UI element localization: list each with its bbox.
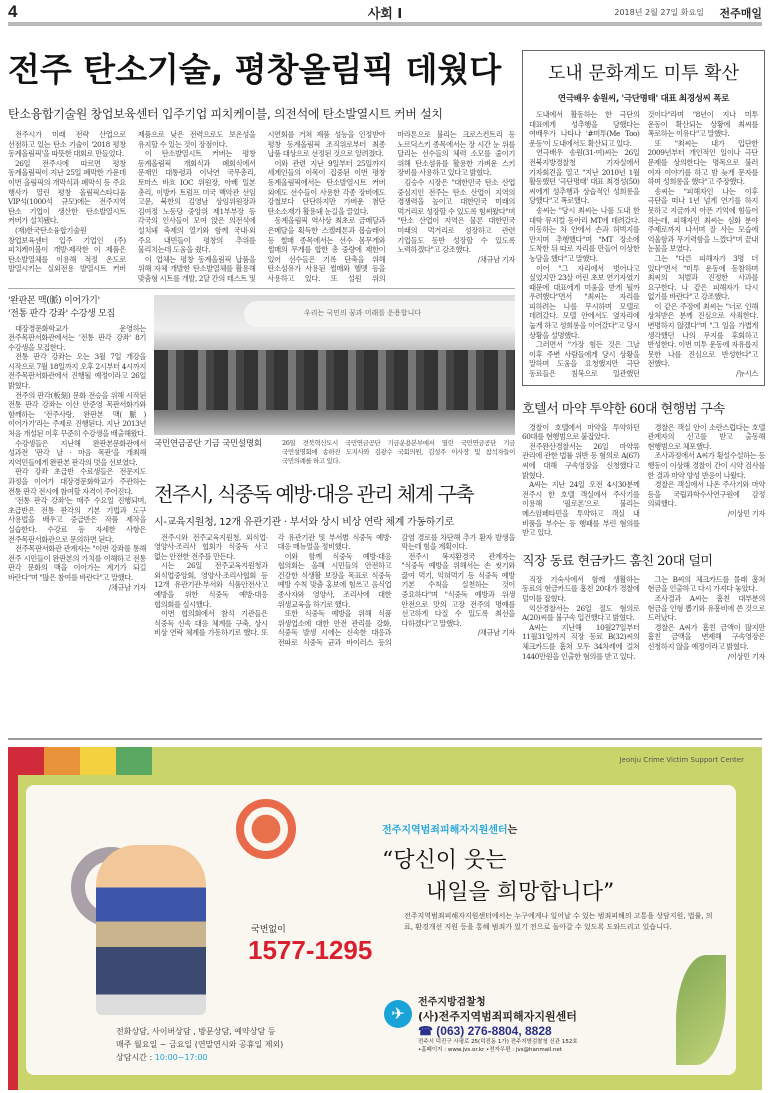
slogan-line-2: 내일을 희망합니다” <box>426 880 615 905</box>
issue-date: 2018년 2월 27일 화요일 <box>614 8 704 17</box>
children-illustration <box>96 845 206 1015</box>
paragraph: 이 같은 주장에 최씨는 "너로 인해 상처받은 분께 진심으로 사죄한다. 변명하지 않겠다"며 "그 일을 가볍게 생각했던 나의 무지를 후회하고 반성한다. 이번 미투 운동에 자유롭지 못한 나를 진심으로 반성한다"고 전했다. <box>647 301 758 369</box>
org-suffix: 는 <box>507 825 518 836</box>
page-header <box>8 0 762 22</box>
printing-body <box>8 324 146 593</box>
paragraph: 대장경문화학교가 운영하는 전주목판서화관에서는 '전통 판각 강좌' 8기 수강생을 모집한다. <box>8 323 146 352</box>
paragraph: 이 업체는 평창 동계올림픽 납품을 위해 자체 개발한 탄소발열체를 활용해 맞춤형 시트를 개발, 2달 간의 테스트 및 시연회를 거쳐 제품 성능을 인정받아 평창 동계올림픽 조직위로부터 최종 납품 대상으로 선정된 것으로 알려졌다. <box>137 130 386 283</box>
paragraph: '전통 판각 강좌'는 매주 수요일 진행되며, 초급반은 전통 판각의 기본 기법과 도구 사용법을 배우고 중급반은 작품 제작을 실습한다. 수강료 등 자세한 사항은 전주목판서화관으로 문의하면 된다. <box>8 496 146 544</box>
org-highlight: 전주지역범죄피해자지원센터 <box>382 825 508 836</box>
paragraph: 이어 "그 자리에서 벗어나고 싶었지만 23살 어린 초보 연기자였기 때문에 대표에게 미움을 받게 될까 우려했다"면서 "최씨는 자리를 피하려는 나를 무시하며 모텔로 데려갔다. 모텔 안에서도 옆자리에 눕게 하고 성희롱을 이어갔다"고 당시 상황을 설명했다. <box>529 263 640 340</box>
paragraph: 김승수 시장은 "대한민국 탄소 산업 중심지인 전주는 탄소 산업이 지역의 경쟁력을 높이고 대한민국 미래의 먹거리로 성장할 수 있도록 힘써왔다"며 "탄소 산업이 지역은 물론 대한민국 미래의 먹거리로 성장하고 관련 기업들도 동반 성장할 수 있도록 노력하겠다"고 강조했다. <box>397 177 515 255</box>
paragraph: (재)한국탄소융합기술원 창업보육센터 입주 기업인 (주)피치케이블이 개발·제작한 이 제품은 탄소발열체를 이용해 적정 온도로 발열시키는 실외전용 발열시트 커버 제품으로 낮은 전력으로도 보온성을 유지할 수 있는 것이 장점이다. <box>8 130 256 274</box>
sponsor-1: 전주지방검찰청 <box>418 997 486 1008</box>
paragraph: 경찰이 호텔에서 마약을 투약하던 60대를 현행범으로 붙잡았다. <box>522 422 640 442</box>
section-name: 사회 I <box>367 7 403 22</box>
paragraph: 전주시 복지환경국 관계자는 "식중독 예방을 위해서는 손 씻기와 끓여 먹기, 익혀먹기 등 식중독 예방 기본 수칙을 실천하는 것이 중요하다"며 "식중독 예방과 위생 안전으로 맛의 고장 전주의 명예를 선고하게 다질 수 있도록 최선을 다하겠다"고 말했다. <box>401 551 515 628</box>
crime-victim-ad <box>8 747 762 1090</box>
paragraph: 이와 관련 지난 9일부터 25일까지 세계인들의 이목이 집중된 이번 평창 동계올림픽에서는 탄소발열시트 커버 외에도 선수들이 사용한 각종 장비에도 강철보다 단단하지만 가벼운 첨단 탄소소재가 활용돼 눈길을 끌었다. <box>267 158 386 216</box>
sun-circle-icon <box>236 799 296 859</box>
header-rule <box>8 22 762 26</box>
photo-title: 국민연금공단 기금 국민설명회 <box>154 438 262 449</box>
paragraph: 전주완산경찰서는 26일 마약류 관리에 관한 법률 위반 등 혐의로 A(67)씨에 대해 구속영장을 신청했다고 밝혔다. <box>522 441 640 480</box>
paragraph: 26일 전주시에 따르면 평창 동계올림픽이 지난 25일 폐막한 가운데 이번 올림픽의 개막식과 폐막식 등 주요 행사가 열린 평창 올림픽스타디움 VIP석(1000석 규모)에는 전주지역 탄소 기업이 생산한 탄소발열시트 커버가 설치됐다. <box>8 158 126 226</box>
byline: /채규남 기자 <box>477 628 515 638</box>
metoo-headline: 도내 문화계도 미투 확산 <box>547 63 740 84</box>
sponsor-block <box>418 993 578 1054</box>
paragraph: 그러면서 "가장 힘든 것은 그날 이후 주변 사람들에게 당시 상황을 말하며 도움을 요청했지만 극단 동료들은 침묵으로 일관했던 것이다"라며 "8년이 지나 미투 운동이 확산되는 상황에 최씨를 폭로하는 이유다"고 말했다. <box>529 110 758 379</box>
printing-article <box>8 295 146 648</box>
services: 전화상담, 사이버상담 , 방문상담, 예약상담 등 <box>116 1027 276 1036</box>
paragraph: 도내에서 활동하는 한 극단의 대표에게 성추행을 당했다는 여배우가 나타나 '#미투(Me Too) 운동'이 도내에서도 확산되고 있다. <box>529 110 640 148</box>
slogan-line-1: “당신이 웃는 <box>382 848 507 873</box>
paragraph: 전통 판각 강좌는 오는 3월 7일 개강을 시작으로 7월 18일까지 오후 2시부터 4시까지 전주목판서화관에서 진행될 예정이라고 26일 밝혔다. <box>8 352 146 391</box>
paragraph: A씨는 지난해 10월27일부터 11월31일까지 직장 동료 B(32)씨의 체크카드를 훔쳐 모두 34차례에 걸쳐 1440만원을 인출한 혐의를 받고 있다. <box>522 622 640 661</box>
ad-description: 전주지역범죄피해자지원센터에서는 누구에게나 일어날 수 있는 범죄피해의 고통을 상담지원, 법률, 의료, 환경개선 지원 등을 통해 범죄가 있기 전으로 돌아갈 수 있도록 도와드리고 있습니다. <box>404 912 713 931</box>
hours-label: 상담시간 : <box>116 1053 155 1062</box>
main-left-area <box>8 44 515 648</box>
printing-headline-2: '전통 판각 강좌' 수강생 모집 <box>8 308 115 319</box>
paragraph: 전주의 판각(板刻) 문화 전승을 위해 시작된 전통 판각 강좌는 이산 안준영 목판서화가와 함께하는 '전주사랑, 완판본 맥(脈) 이어가기'라는 주제로 진행된다. 지난 2013년 처음 개설된 이후 꾸준히 수강생을 배출해왔다. <box>8 390 146 439</box>
paragraph: 전주목판서화관 관계자는 "이번 강좌를 통해 전주 시민들이 완판본의 가치를 이해하고 전통 판각 문화의 맥을 이어가는 계기가 되길 바란다"며 "많은 참여를 바란다"고 말했다. <box>8 544 146 582</box>
theft-body <box>522 575 765 661</box>
paragraph: 송씨는 "피해자인 나는 이후 극단을 떠나 1년 넘게 연기를 하지 못하고 지금까지 아픈 기억에 힘들어 하는데, 피해자인 최씨는 심화 분야 주제로까지 나서며 잘 사는 모습에 억울함과 무기력함을 느꼈다"며 끝내 눈물을 보였다. <box>647 186 758 254</box>
metoo-body <box>529 110 758 379</box>
paragraph: 조사결과 A씨는 훔친 대부분의 현금을 인형 뽑기와 유흥비에 쓴 것으로 드러났다. <box>647 593 765 623</box>
paragraph: 경찰은 객실 안이 소란스럽다는 호텔 관계자의 신고를 받고 출동해 현행범으로 체포했다. <box>647 422 765 451</box>
theft-headline: 직장 동료 현금카드 훔친 20대 덜미 <box>522 553 713 569</box>
food-body <box>154 533 515 648</box>
byline: /뉴시스 <box>735 369 758 379</box>
paragraph: 또한 식중독 예방을 위해 식품 위생업소에 대한 안전 관리를 강화, 식중독 발생 시에는 신속한 대응과 전파로 식중독 균과 바이러스 등의 감염 경로를 차단해 추가 환자 발생을 막는데 힘을 계획이다. <box>277 532 515 648</box>
news-photo <box>154 295 515 435</box>
paragraph: 이 탄소발열시트 커버는 평창 동계올림픽 개회식과 폐회식에서 문재인 대통령과 이낙연 국무총리, 토마스 바흐 IOC 위원장, 아베 일본 총리, 이방카 트럼프 미국 백악관 선임 고문, 북한의 김영남 상임위원장과 김여정 노동당 중앙위 제1부부장 등 각국의 인사들이 모여 앉은 의전석에 설치돼 축제의 열기와 함께 국내·외 주요 내빈들이 평창의 추위를 물리치는데 도움을 줬다. <box>137 149 256 255</box>
paragraph: 연극배우 송원(31·여)씨는 26일 전북지방경찰청 기자실에서 기자회견을 열고 "지난 2010년 1월 활동했던 '극단명태' 대표 최경성(50)씨에게 성추행과 상습적인 성희롱을 당했다"고 폭로했다. <box>529 148 640 206</box>
sponsor-2: (사)전주지역범죄피해자지원센터 <box>418 1010 577 1023</box>
byline: /이상민 기자 <box>727 651 765 661</box>
metoo-subhead: 연극배우 송원씨, '극단명태' 대표 최경성씨 폭로 <box>557 94 730 104</box>
paragraph: 수강생들은 지난해 완판본문화관에서 성과전 '판각 날 · 마음 목판'을 개최해 지역민들에게 완판본 판각의 멋을 선보였다. <box>8 438 146 467</box>
ad-panel <box>26 785 736 1075</box>
page-number: 4 <box>8 2 18 21</box>
newspaper-name: 전주매일 <box>719 7 762 20</box>
paragraph: 동계올림픽 역사상 최초로 금메달과 은메달을 획득한 스켈레톤과 봅슬레이 등 썰매 종목에서는 선수 몸무게와 썰매의 무게를 합한 총 중량에 제한이 있어 선수들은 기록 단축을 위해 탄소섬유가 사용된 썰매와 헬멧 등을 사용하고 있다. 또 설원 위의 마라톤으로 불리는 크로스컨트리 등 노르딕스키 종목에서는 장 시간 눈 위를 달리는 선수들의 체력 소모를 줄이기 위해 탄소섬유를 활용한 가벼운 스키 장비를 사용하고 있다고 밝혔다. <box>267 130 515 283</box>
paragraph: 시는 26일 전주교육지원청과 외식업중앙회, 영양사·조리사협회 등 12개 유관기관·부서와 식품안전사고 예방을 위한 식중독 예방·대응 협의회를 실시했다. <box>154 561 268 609</box>
paragraph: 그는 "다른 피해자가 3명 더 있다"면서 "미투 운동에 동참하며 최씨의 처벌과 진정한 사과를 요구한다. 나 같은 피해자가 다시 없기를 바란다"고 강조했다. <box>647 253 758 302</box>
paragraph: 경찰은 객실에서 나온 주사기와 마약 등을 국립과학수사연구원에 감정 의뢰했다. <box>647 480 765 509</box>
right-column <box>522 50 765 661</box>
lower-left-row <box>8 295 515 648</box>
printing-headline-1: '완판본 맥(脈) 이어가기' <box>8 295 100 306</box>
ad-divider <box>8 738 762 740</box>
paragraph: 전주시가 미래 전략 산업으로 선점하고 있는 탄소 기술이 '2018 평창 동계올림픽'을 따뜻한 대회로 만들었다. <box>8 130 126 159</box>
service-info <box>116 1025 283 1064</box>
lead-body <box>8 130 515 284</box>
ad-intro <box>382 821 517 836</box>
paragraph: 익산경찰서는 26일 절도 혐의로 A(20)씨를 불구속 입건했다고 밝혔다. <box>522 603 640 623</box>
paragraph: 이와 함께 식중독 예방·대응 협의회는 올해 시민들의 안전하고 건강한 식생활 보장을 목표로 식중독 예방 수칙 맞춤 홍보에 힘쓰고 음식업 종사자와 영양사, 조리사에 대한 위생교육을 하기로 했다. <box>277 551 392 609</box>
paragraph: A씨는 지난 24일 오전 4시30분께 전주시 한 호텔 객실에서 주사기를 이용해 '필로폰'으로 불리는 메스암페타민을 투약하고 객실 내 비품을 부수는 등 행패를 부린 혐의를 받고 있다. <box>522 480 640 538</box>
paragraph: 직장 기숙사에서 함께 생활하는 동료의 현금카드를 훔친 20대가 경찰에 덜미를 잡혔다. <box>522 574 640 603</box>
metoo-box <box>522 50 765 386</box>
sponsor-contact: •홈페이지 : www.jvs.or.kr •전자우편 : jvs@hanmail.net <box>418 1047 562 1053</box>
hotel-body <box>522 423 765 538</box>
byline: /이상민 기자 <box>727 508 765 518</box>
sponsor-address: 전주시 덕진구 사평로 25(덕진동 1가) 전주지방검찰청 신관 152호 <box>418 1039 578 1045</box>
paragraph: 또 "최씨는 내가 입단한 2009년부터 개인적인 일이나 극단 문제를 상의한다는 명목으로 불러 여자 이야기를 하고 밤 늦게 문자를 하며 성희롱을 했다"고 주장했다. <box>647 138 758 187</box>
photo-caption-row <box>154 439 515 466</box>
leaf-decoration-icon <box>676 955 726 1065</box>
paragraph: 조사과정에서 A씨가 횡설수설하는 등 행동이 이상해 경찰이 간이 시약 검사를 한 결과 마약 양성 반응이 나왔다. <box>647 451 765 480</box>
photo-caption: 26일 전북혁신도시 국민연금공단 기금운용본부에서 열린 국민연금공단 기금 국민설명회에 송하진 도지사와 김광수 국회의원, 김성주 이사장 및 참석자들이 국민의례를 하고 있다. <box>282 438 515 465</box>
photo-food-column <box>154 295 515 648</box>
days: 매주 월요일 ~ 금요일 (연말연시와 공휴일 제외) <box>116 1040 284 1049</box>
byline: /채규남 기자 <box>477 254 515 264</box>
hotel-headline: 호텔서 마약 투약한 60대 현행범 구속 <box>522 401 725 417</box>
sponsor-phone: ☎ (063) 276-8804, 8828 <box>418 1024 552 1038</box>
divider <box>8 288 515 289</box>
ad-org-en: Jeonju Crime Victim Support Center <box>619 756 744 764</box>
lead-subhead: 탄소융합기술원 창업보육센터 입주기업 피치케이블, 의전석에 탄소발열시트 커버 설치 <box>8 107 443 121</box>
paragraph: 경찰은 A씨가 훔친 금액이 많지만 훔친 금액을 변제해 구속영장은 신청하지 않을 예정이라고 밝혔다. <box>647 622 765 651</box>
photo-banner: 우리는 국민의 꿈과 미래를 운용합니다 <box>304 308 422 317</box>
byline: /채규남 기자 <box>108 582 146 592</box>
hours: 10:00~17:00 <box>154 1053 208 1062</box>
dove-logo-icon: ✈ <box>384 1000 412 1028</box>
paragraph: 이번 협의회에서 참석 기관들은 식중독 신속 대응 체계를 구축, 상시 비상 연락 체계를 가동하기로 했다. 또 각 유관기관 및 부서별 식중독 예방·대응 매뉴얼을 정비했다. <box>154 532 392 638</box>
hotline-number: 1577-1295 <box>248 935 373 965</box>
food-subhead: 시-교육지원청, 12개 유관기관 · 부서와 상시 비상 연락 체계 가동하기로 <box>154 516 454 528</box>
food-headline: 전주시, 식중독 예방·대응 관리 체계 구축 <box>154 481 474 506</box>
paragraph: 판각 강좌 초급반 수료생들은 전문지도 과정을 이어가 대장경문화학교가 주관하는 전통 판각 전시에 참여할 자격이 주어진다. <box>8 467 146 496</box>
hotline-label: 국번없이 <box>251 925 286 935</box>
paragraph: 그는 B씨의 체크카드를 몰래 훔쳐 현금을 인출하고 다시 가져다 놓았다. <box>647 574 765 594</box>
lead-headline: 전주 탄소기술, 평창올림픽 데웠다 <box>8 50 502 89</box>
paragraph: 전주시와 전주교육지원청, 외식업·영양사·조리사 협회가 식중독 사고 없는 안전한 전주를 만든다. <box>154 532 268 561</box>
paragraph: 송씨는 "당시 최씨는 나를 도내 한 대학 뮤지컬 동아리 MT에 데려갔다. 이동하는 차 안에서 손과 허벅지를 만지며 추행했다"며 "MT 장소에 도착한 뒤 따로 자리를 만들어 이상한 농담을 했다"고 말했다. <box>529 205 640 263</box>
